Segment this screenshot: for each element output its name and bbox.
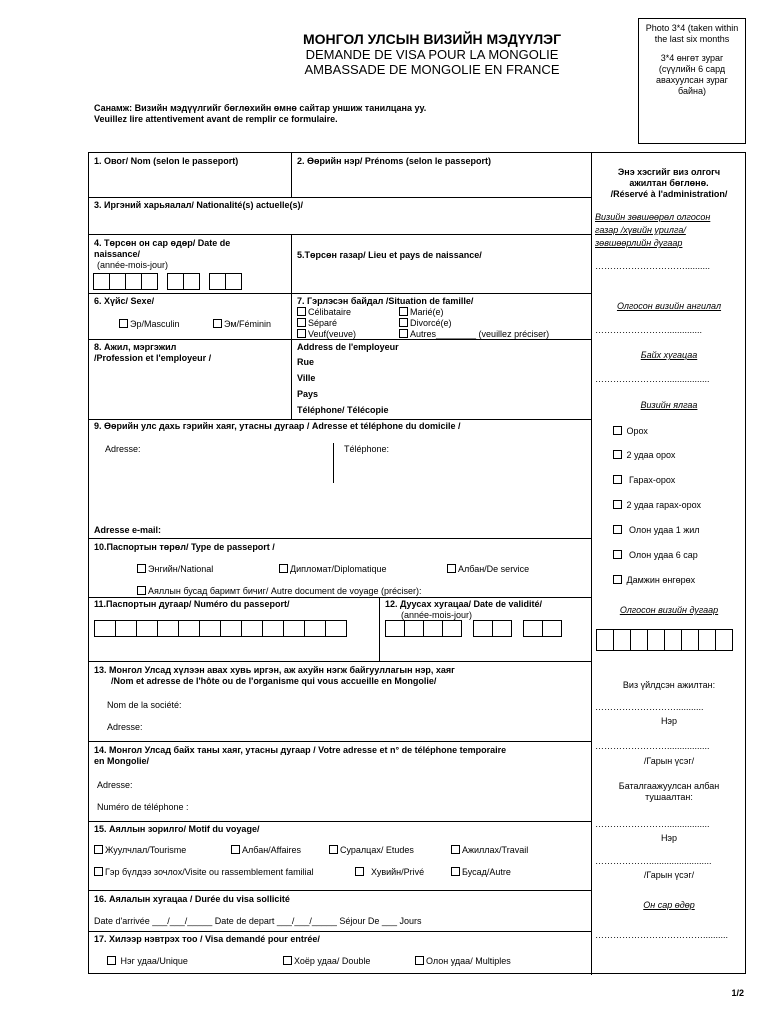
checkbox[interactable] bbox=[119, 319, 128, 328]
title-embassy: AMBASSADE DE MONGOLIE EN FRANCE bbox=[304, 62, 560, 77]
field-birthplace-label: 5.Төрсөн газар/ Lieu et pays de naissance/ bbox=[297, 250, 482, 260]
field-dob-label: 4. Төрсөн он сар өдөр/ Date de bbox=[94, 238, 231, 248]
admin-visa-category-label: Олгосон визийн ангилал bbox=[616, 301, 722, 311]
field-passport-type-label: 10.Паспортын төрөл/ Type de passeport / bbox=[94, 542, 275, 552]
title-mongolian: МОНГОЛ УЛСЫН ВИЗИЙН МЭДҮҮЛЭГ bbox=[302, 31, 562, 47]
checkbox[interactable] bbox=[451, 845, 460, 854]
admin-visa-number-boxes[interactable] bbox=[596, 629, 732, 651]
checkbox[interactable] bbox=[279, 564, 288, 573]
checkbox[interactable] bbox=[399, 307, 408, 316]
checkbox[interactable] bbox=[613, 450, 622, 459]
row-line bbox=[89, 821, 591, 822]
title-french: DEMANDE DE VISA POUR LA MONGOLIE bbox=[305, 47, 559, 62]
home-address-label: Adresse: bbox=[105, 444, 141, 454]
employer-street-label: Rue bbox=[297, 357, 315, 367]
host-address-label: Adresse: bbox=[107, 722, 143, 732]
row-line bbox=[89, 890, 591, 891]
checkbox[interactable] bbox=[213, 319, 222, 328]
marital-other-option[interactable]: Autres________ (veuillez préciser) bbox=[399, 329, 549, 340]
admin-signature-label: /Гарын үсэг/ bbox=[643, 756, 695, 766]
purpose-other-option[interactable]: Бусад/Autre bbox=[451, 867, 511, 878]
home-phone-label: Téléphone: bbox=[344, 444, 390, 454]
purpose-family-option[interactable]: Гэр бүлдээ зочлох/Visite ou rassemblement familial bbox=[94, 867, 314, 878]
field-mongolia-address-label-2: en Mongolie/ bbox=[94, 756, 149, 766]
admin-dots: ………………………….......... bbox=[595, 261, 711, 271]
checkbox[interactable] bbox=[613, 575, 622, 584]
application-form bbox=[88, 152, 746, 974]
purpose-private-option[interactable]: Хувийн/Privé bbox=[355, 867, 424, 878]
email-label: Adresse e-mail: bbox=[94, 525, 162, 535]
purpose-tourism-option[interactable]: Жуулчлал/Tourisme bbox=[94, 845, 186, 856]
employer-phone-label: Téléphone/ Télécopie bbox=[297, 405, 389, 415]
field-marital-label: 7. Гэрлэсэн байдал /Situation de famille/ bbox=[297, 296, 474, 306]
visa-type-transit[interactable]: Дамжин өнгөрөх bbox=[613, 575, 695, 586]
row-line bbox=[89, 661, 591, 662]
admin-dots: ………………………........... bbox=[595, 702, 704, 712]
entries-multiple-option[interactable]: Олон удаа/ Multiples bbox=[415, 956, 511, 967]
passport-other-option[interactable]: Аяллын бусад баримт бичиг/ Autre document de voyage (préciser): bbox=[137, 586, 422, 597]
validity-input-boxes[interactable] bbox=[385, 620, 561, 637]
marital-separated-option[interactable]: Séparé bbox=[297, 318, 337, 329]
checkbox[interactable] bbox=[355, 867, 364, 876]
visa-type-entry[interactable]: Орох bbox=[613, 426, 648, 437]
purpose-business-option[interactable]: Албан/Affaires bbox=[231, 845, 301, 856]
dob-input-boxes[interactable] bbox=[93, 273, 241, 290]
instruction-note bbox=[94, 103, 426, 125]
admin-date-label: Он сар өдөр bbox=[643, 900, 695, 910]
admin-stay-duration-label: Байх хугацаа bbox=[640, 350, 698, 360]
admin-permit-label: Визийн зөвшөөрөл олгосон газар /хүвийн урилга/ зөвшөөрлийн дугаар bbox=[595, 212, 711, 248]
sidebar-divider bbox=[591, 153, 592, 975]
field-dob-label-2: naissance/ bbox=[94, 249, 141, 259]
checkbox[interactable] bbox=[297, 318, 306, 327]
mongolia-address-label: Adresse: bbox=[97, 780, 133, 790]
employer-country-label: Pays bbox=[297, 389, 319, 399]
employer-address-label: Address de l'employeur bbox=[297, 342, 399, 352]
admin-verifying-officer-label: Баталгаажуулсан албан тушаалтан: bbox=[618, 781, 720, 802]
checkbox[interactable] bbox=[399, 318, 408, 327]
checkbox[interactable] bbox=[613, 550, 622, 559]
checkbox[interactable] bbox=[399, 329, 408, 338]
field-sex-label: 6. Хүйс/ Sexe/ bbox=[94, 296, 155, 306]
admin-dots: ……………………................. bbox=[595, 819, 710, 829]
checkbox[interactable] bbox=[283, 956, 292, 965]
row-line bbox=[89, 234, 591, 235]
checkbox[interactable] bbox=[297, 329, 306, 338]
admin-issuing-officer-label: Виз үйлдсэн ажилтан: bbox=[622, 680, 716, 690]
field-home-address-label: 9. Өөрийн улс дахь гэрийн хаяг, утасны дугаар / Adresse et téléphone du domicile / bbox=[94, 421, 461, 431]
field-duration-label: 16. Аялалын хугацаа / Durée du visa sollicité bbox=[94, 894, 290, 904]
row-line bbox=[89, 538, 591, 539]
checkbox[interactable] bbox=[329, 845, 338, 854]
field-profession-label: 8. Ажил, мэргэжил bbox=[94, 342, 177, 352]
col-line bbox=[379, 597, 380, 661]
field-entries-label: 17. Хилээр нэвтрэх тоо / Visa demandé pour entrée/ bbox=[94, 934, 320, 944]
admin-name-label: Нэр bbox=[660, 716, 678, 726]
row-line bbox=[89, 741, 591, 742]
admin-signature-label-2: /Гарын үсэг/ bbox=[643, 870, 695, 880]
purpose-work-option[interactable]: Ажиллах/Travail bbox=[451, 845, 528, 856]
admin-dots: ……………………................. bbox=[595, 741, 710, 751]
checkbox[interactable] bbox=[94, 845, 103, 854]
row-line bbox=[89, 197, 591, 198]
passport-diplomatic-option[interactable]: Дипломат/Diplomatique bbox=[279, 564, 387, 575]
photo-box bbox=[638, 18, 746, 144]
field-host-label: 13. Монгол Улсад хүлээн авах хувь иргэн, аж ахуйн нэгж байгууллагын нэр, хаяг bbox=[94, 665, 455, 675]
checkbox[interactable] bbox=[94, 867, 103, 876]
row-line bbox=[89, 597, 591, 598]
duration-dates-line[interactable]: Date d'arrivée ___/___/_____ Date de depart ___/___/_____ Séjour De ___ Jours bbox=[94, 916, 422, 926]
admin-name-label-2: Нэр bbox=[660, 833, 678, 843]
field-firstname-label: 2. Өөрийн нэр/ Prénoms (selon le passeport) bbox=[297, 156, 491, 166]
field-nationality-label: 3. Иргэний харьяалал/ Nationalité(s) actuelle(s)/ bbox=[94, 200, 303, 210]
checkbox[interactable] bbox=[613, 475, 622, 484]
row-line bbox=[89, 931, 591, 932]
passport-service-option[interactable]: Албан/De service bbox=[447, 564, 529, 575]
page-number: 1/2 bbox=[731, 988, 744, 998]
sex-male-option[interactable]: Эр/Masculin bbox=[119, 319, 180, 330]
validity-format: (année-mois-jour) bbox=[401, 610, 473, 620]
purpose-studies-option[interactable]: Суралцах/ Etudes bbox=[329, 845, 414, 856]
field-surname-label: 1. Овог/ Nom (selon le passeport) bbox=[94, 156, 239, 166]
checkbox[interactable] bbox=[451, 867, 460, 876]
form-title bbox=[282, 32, 582, 77]
note-french: Veuillez lire attentivement avant de remplir ce formulaire. bbox=[94, 114, 338, 124]
checkbox[interactable] bbox=[107, 956, 116, 965]
field-mongolia-address-label: 14. Монгол Улсад байх таны хаяг, утасны дугаар / Votre adresse et n° de téléphone temporaire bbox=[94, 745, 507, 755]
marital-widowed-option[interactable]: Veuf(veuve) bbox=[297, 329, 356, 340]
checkbox[interactable] bbox=[613, 525, 622, 534]
checkbox[interactable] bbox=[231, 845, 240, 854]
admin-dots: ………………......................... bbox=[595, 856, 712, 866]
employer-city-label: Ville bbox=[297, 373, 316, 383]
mongolia-phone-label: Numéro de téléphone : bbox=[97, 802, 189, 812]
row-line bbox=[89, 293, 591, 294]
passport-national-option[interactable]: Энгийн/National bbox=[137, 564, 213, 575]
checkbox[interactable] bbox=[447, 564, 456, 573]
visa-type-multiple-year[interactable]: Олон удаа 1 жил bbox=[613, 525, 700, 536]
field-host-label-2: /Nom et adresse de l'hôte ou de l'organisme qui vous accueille en Mongolie/ bbox=[111, 676, 437, 686]
entries-single-option[interactable]: Нэг удаа/Unique bbox=[107, 956, 188, 967]
field-dob-format: (année-mois-jour) bbox=[97, 260, 169, 270]
field-passport-number-label: 11.Паспортын дугаар/ Numéro du passeport/ bbox=[94, 599, 290, 609]
address-phone-divider bbox=[333, 443, 334, 483]
field-validity-label: 12. Дуусах хугацаа/ Date de validité/ bbox=[385, 599, 542, 609]
marital-divorced-option[interactable]: Divorcé(e) bbox=[399, 318, 452, 329]
field-profession-label-2: /Profession et l'employeur / bbox=[94, 353, 212, 363]
admin-dots: ……………………................. bbox=[595, 374, 710, 384]
admin-dots: ……………………………….......... bbox=[595, 930, 729, 940]
visa-type-double-exit-entry[interactable]: 2 удаа гарах-орох bbox=[613, 500, 701, 511]
checkbox[interactable] bbox=[613, 500, 622, 509]
entries-double-option[interactable]: Хоёр удаа/ Double bbox=[283, 956, 370, 967]
admin-dots: …………………….............. bbox=[595, 325, 703, 335]
host-company-label: Nom de la société: bbox=[107, 700, 182, 710]
checkbox[interactable] bbox=[137, 564, 146, 573]
field-purpose-label: 15. Аяллын зорилго/ Motif du voyage/ bbox=[94, 824, 260, 834]
admin-section-header: Энэ хэсгийг виз олгогч ажилтан бөглөнө. /Réservé à l'administration/ bbox=[610, 167, 728, 199]
col-line bbox=[291, 153, 292, 197]
marital-single-option[interactable]: Célibataire bbox=[297, 307, 351, 318]
visa-type-exit-entry[interactable]: Гарах-орох bbox=[613, 475, 675, 486]
photo-instruction-en: Photo 3*4 (taken within the last six months bbox=[645, 23, 739, 44]
checkbox[interactable] bbox=[415, 956, 424, 965]
checkbox[interactable] bbox=[613, 426, 622, 435]
note-mongolian: Санамж: Визийн мэдүүлгийг бөглөхийн өмнө сайтар уншиж танилцана уу. bbox=[94, 103, 427, 113]
row-line bbox=[89, 419, 591, 420]
admin-visa-number-label: Олгосон визийн дугаар bbox=[619, 605, 719, 615]
admin-visa-type-label: Визийн ялгаа bbox=[640, 400, 698, 410]
visa-type-multiple-6m[interactable]: Олон удаа 6 сар bbox=[613, 550, 698, 561]
sex-female-option[interactable]: Эм/Féminin bbox=[213, 319, 271, 330]
passport-number-boxes[interactable] bbox=[94, 620, 346, 637]
checkbox[interactable] bbox=[137, 586, 146, 595]
col-line bbox=[291, 234, 292, 419]
checkbox[interactable] bbox=[297, 307, 306, 316]
visa-type-double-entry[interactable]: 2 удаа орох bbox=[613, 450, 675, 461]
photo-instruction-mn: 3*4 өнгөт зураг (сүүлийн 6 сард авахуулсан зураг байна) bbox=[656, 53, 728, 96]
marital-married-option[interactable]: Marié(e) bbox=[399, 307, 444, 318]
